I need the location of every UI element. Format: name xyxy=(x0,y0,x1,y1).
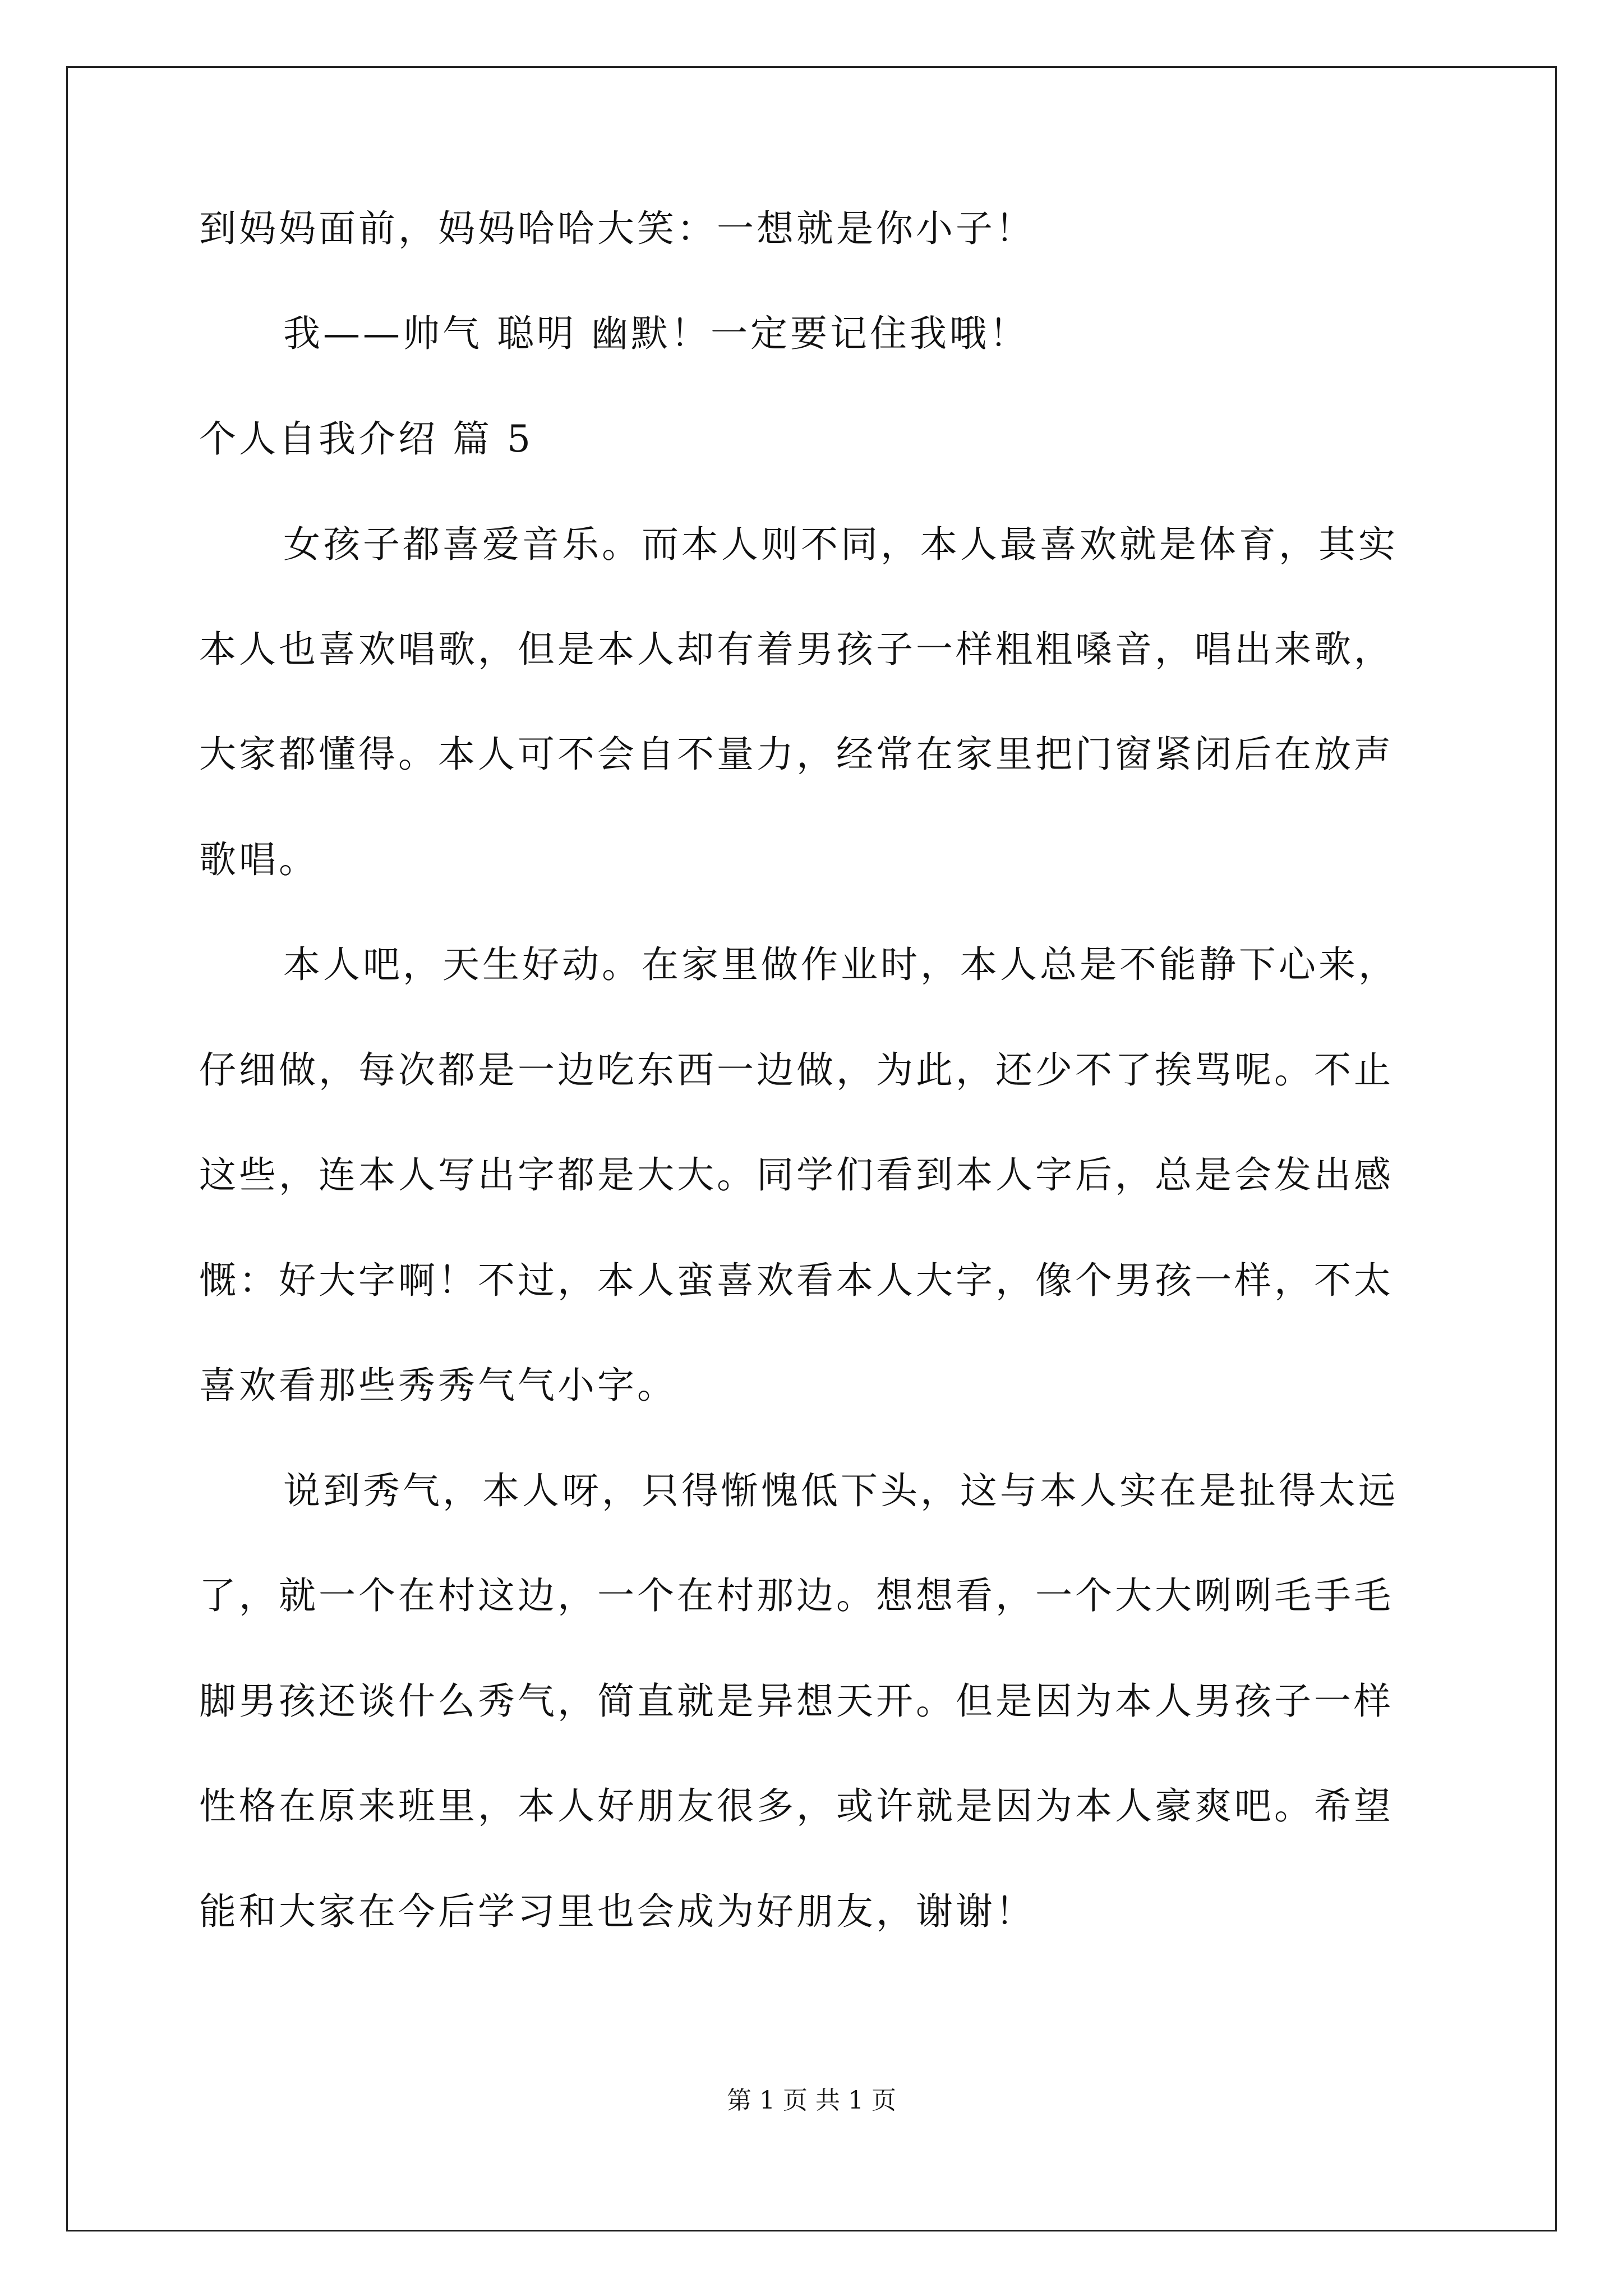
paragraph-line: 喜欢看那些秀秀气气小字。 xyxy=(199,1364,677,1407)
section-heading: 个人自我介绍 篇 5 xyxy=(199,417,533,461)
paragraph-line: 我——帅气 聪明 幽默！一定要记住我哦！ xyxy=(283,312,1029,355)
paragraph-line: 本人也喜欢唱歌，但是本人却有着男孩子一样粗粗嗓音，唱出来歌， xyxy=(199,628,1394,671)
paragraph-line: 女孩子都喜爱音乐。而本人则不同，本人最喜欢就是体育，其实 xyxy=(283,523,1398,566)
paragraph-line: 歌唱。 xyxy=(199,838,319,881)
paragraph-line: 这些，连本人写出字都是大大。同学们看到本人字后，总是会发出感 xyxy=(199,1153,1394,1197)
paragraph-line: 慨：好大字啊！不过，本人蛮喜欢看本人大字，像个男孩一样，不太 xyxy=(199,1259,1394,1302)
page-number-footer: 第 1 页 共 1 页 xyxy=(727,2086,896,2115)
paragraph-line: 性格在原来班里，本人好朋友很多，或许就是因为本人豪爽吧。希望 xyxy=(199,1784,1394,1828)
paragraph-line: 能和大家在今后学习里也会成为好朋友，谢谢！ xyxy=(199,1890,1035,1933)
paragraph-line: 脚男孩还谈什么秀气，简直就是异想天开。但是因为本人男孩子一样 xyxy=(199,1680,1394,1723)
paragraph-line: 说到秀气，本人呀，只得惭愧低下头，这与本人实在是扯得太远 xyxy=(283,1469,1398,1512)
paragraph-line: 仔细做，每次都是一边吃东西一边做，为此，还少不了挨骂呢。不止 xyxy=(199,1048,1394,1092)
paragraph-line: 了，就一个在村这边，一个在村那边。想想看，一个大大咧咧毛手毛 xyxy=(199,1574,1394,1617)
paragraph-line: 本人吧，天生好动。在家里做作业时，本人总是不能静下心来， xyxy=(283,943,1398,986)
paragraph-line: 到妈妈面前，妈妈哈哈大笑：一想就是你小子！ xyxy=(199,207,1035,250)
paragraph-line: 大家都懂得。本人可不会自不量力，经常在家里把门窗紧闭后在放声 xyxy=(199,733,1394,776)
